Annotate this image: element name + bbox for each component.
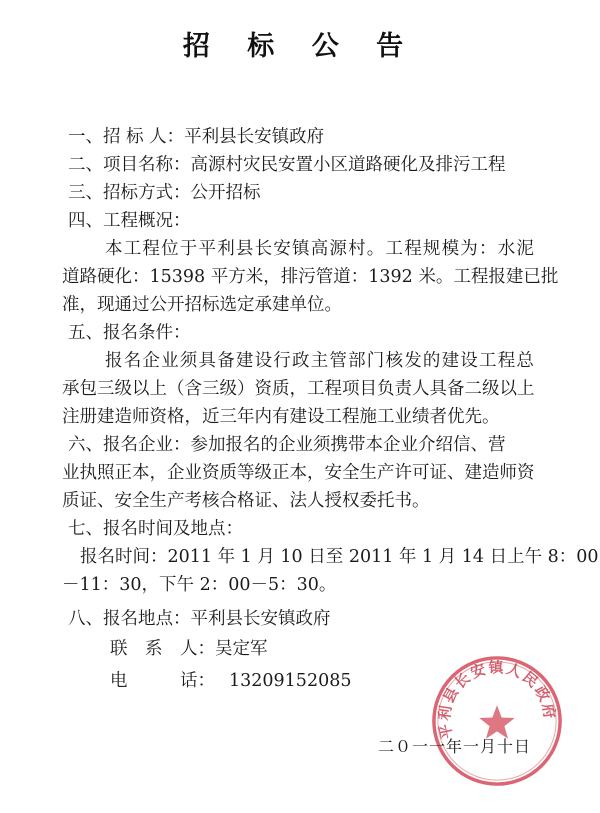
- phone-row: [110, 670, 351, 692]
- contact-value: 吴定军: [215, 639, 268, 659]
- announcement-date: 二０一一年一月十日: [378, 737, 532, 756]
- contact-label: 联 系 人：: [110, 639, 215, 659]
- item-label: 四、工程概况：: [68, 211, 191, 231]
- overview-line: 本工程位于平利县长安镇高源村。工程规模为：水泥: [105, 239, 536, 259]
- contact-row: [110, 638, 268, 660]
- enterprise-line: 六、报名企业：参加报名的企业须携带本企业介绍信、营: [68, 435, 506, 455]
- official-seal-icon: [428, 652, 566, 790]
- item-bid-method: [68, 182, 261, 204]
- item-overview-heading: [68, 210, 191, 232]
- place-row: [68, 608, 331, 630]
- svg-text:平利县长安镇人民政府: 平利县长安镇人民政府: [436, 659, 558, 741]
- item-project-name: [68, 154, 506, 176]
- conditions-line: 承包三级以上（含三级）资质，工程项目负责人具备二级以上: [62, 379, 535, 399]
- phone-label: 电 话：: [110, 671, 215, 691]
- place-label: 八、报名地点：: [68, 609, 191, 629]
- item-label: 三、招标方式：: [68, 183, 191, 203]
- conditions-line: 注册建造师资格，近三年内有建设工程施工业绩者优先。: [62, 407, 500, 427]
- item-value: 高源村灾民安置小区道路硬化及排污工程: [190, 155, 506, 175]
- place-value: 平利县长安镇政府: [190, 609, 331, 629]
- time-line: －11：30，下午 2：00－5：30。: [62, 575, 337, 595]
- conditions-heading: 五、报名条件：: [68, 323, 191, 343]
- time-line: 报名时间：2011 年 1 月 10 日至 2011 年 1 月 14 日上午 8：00: [80, 547, 599, 567]
- item-label: 一、招 标 人：: [68, 127, 185, 147]
- enterprise-line: 业执照正本，企业资质等级正本，安全生产许可证、建造师资: [62, 463, 535, 483]
- overview-line: 道路硬化：15398 平方米，排污管道：1392 米。工程报建已批: [62, 267, 559, 287]
- item-label: 二、项目名称：: [68, 155, 191, 175]
- conditions-line: 报名企业须具备建设行政主管部门核发的建设工程总: [105, 351, 536, 371]
- item-value: 平利县长安镇政府: [184, 127, 325, 147]
- phone-value: 13209152085: [229, 671, 352, 691]
- item-bidder: [68, 126, 324, 148]
- enterprise-line: 质证、安全生产考核合格证、法人授权委托书。: [62, 491, 430, 511]
- page-title: 招 标 公 告: [182, 31, 418, 62]
- item-value: 公开招标: [190, 183, 261, 203]
- time-heading: 七、报名时间及地点：: [68, 519, 243, 539]
- overview-line: 准，现通过公开招标选定承建单位。: [62, 295, 342, 315]
